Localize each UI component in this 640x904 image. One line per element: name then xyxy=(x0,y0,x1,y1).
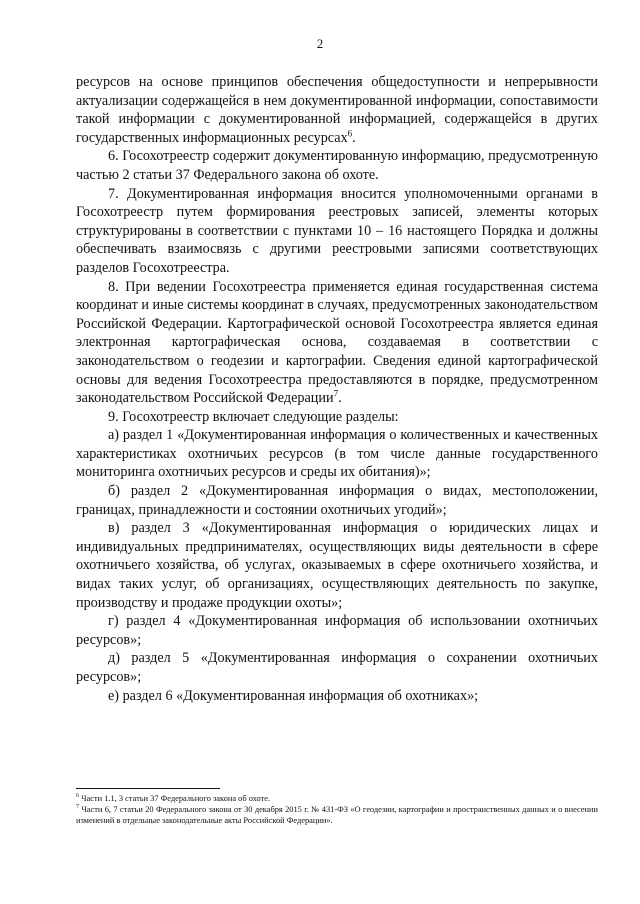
list-item-a: а) раздел 1 «Документированная информация о количественных и качественных характеристиках охотничьих ресурсов (в том числе данные государственного мониторинга охотничьих ресурсов и среды их обитания)»; xyxy=(76,427,598,481)
footnote-text: Части 1.1, 3 статьи 37 Федерального закона об охоте. xyxy=(79,794,271,803)
paragraph-text: 8. При ведении Госохотреестра применяется единая государственная система координат и иные системы координат в случаях, предусмотренных законодательством Российской Федерации. Картографической основой Госохотреестра является единая электронная картографическая основа, создаваемая в соответствии с законодательством о геодезии и картографии. Сведения единой картографической основы для ведения Госохотреестра предоставляются в порядке, предусмотренном законодательством Российской Федерации xyxy=(76,278,598,407)
paragraph-8 xyxy=(76,278,598,408)
footnote-divider xyxy=(76,788,220,789)
list-item-b: б) раздел 2 «Документированная информация о видах, местоположении, границах, принадлежности и состоянии охотничьих угодий»; xyxy=(76,483,598,518)
page-number: 2 xyxy=(316,36,324,51)
footnote-mark: 7 xyxy=(76,804,79,811)
list-item-g: г) раздел 4 «Документированная информация об использовании охотничьих ресурсов»; xyxy=(76,613,598,648)
list-item-e: е) раздел 6 «Документированная информация об охотниках»; xyxy=(108,687,479,704)
footnote-text: Части 6, 7 статьи 20 Федерального закона от 30 декабря 2015 г. № 431-ФЗ «О геодезии, картографии и пространственных данных и о внесении изменений в отдельные законодательные акты Российской Федерации». xyxy=(76,805,598,825)
footnote-ref-6: 6 xyxy=(347,128,353,139)
footnotes xyxy=(76,793,598,826)
list-item-d: д) раздел 5 «Документированная информация о сохранении охотничьих ресурсов»; xyxy=(76,650,598,685)
paragraph-text: ресурсов на основе принципов обеспечения общедоступности и непрерывности актуализации содержащейся в нем документированной информации, сопоставимости такой информации с документированной информацией, содержащейся в других государственных информационных ресурсах xyxy=(76,74,598,146)
paragraph-tail: . xyxy=(338,390,342,407)
paragraph-6: 6. Госохотреестр содержит документированную информацию, предусмотренную частью 2 статьи 37 Федерального закона об охоте. xyxy=(76,148,598,183)
paragraph-tail: . xyxy=(352,129,356,146)
list-item-v: в) раздел 3 «Документированная информация о юридических лицах и индивидуальных предпринимателях, осуществляющих виды деятельности в сфере охотничьего хозяйства, об услугах, оказываемых в сфере охотничьего хозяйства, и видах таких услуг, об организациях, осуществляющих деятельность по закупке, производству и продаже продукции охоты»; xyxy=(76,520,598,611)
paragraph-continuation xyxy=(76,73,598,147)
footnote-6 xyxy=(76,793,598,804)
footnote-7 xyxy=(76,804,598,826)
footnote-ref-7: 7 xyxy=(333,388,339,399)
paragraph-9: 9. Госохотреестр включает следующие разделы: xyxy=(108,408,399,425)
footnote-mark: 6 xyxy=(76,793,79,800)
document-body xyxy=(76,73,598,705)
paragraph-7: 7. Документированная информация вносится уполномоченными органами в Госохотреестр путем формирования реестровых записей, элементы которых структурированы в соответствии с пунктами 10 – 16 настоящего Порядка и должны обеспечивать взаимосвязь с другими реестровыми записями соответствующих разделов Госохотреестра. xyxy=(76,185,598,276)
